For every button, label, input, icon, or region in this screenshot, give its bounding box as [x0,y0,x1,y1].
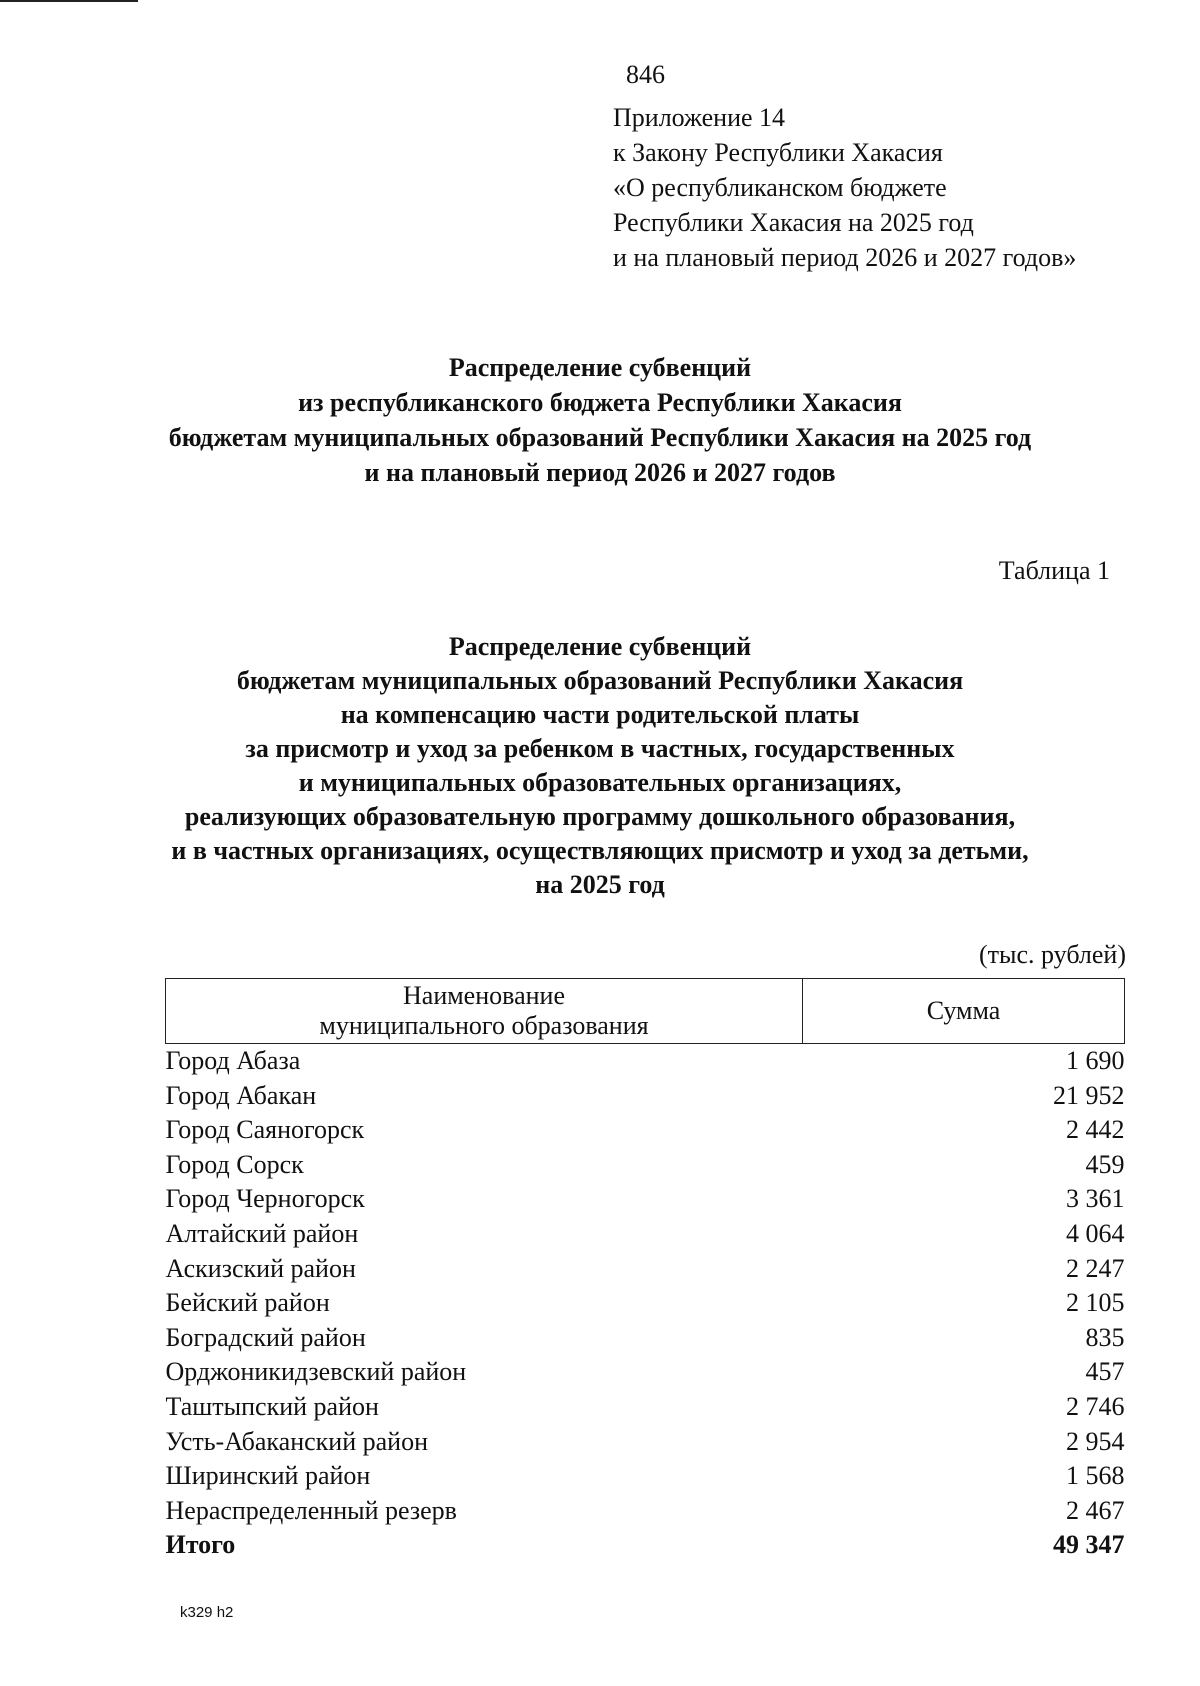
page-number: 846 [626,60,665,89]
table-label: Таблица 1 [998,556,1110,585]
row-name: Аскизский район [165,1253,356,1283]
table-title [0,630,1200,902]
header-name [166,979,803,1044]
row-amount: 2 247 [1066,1253,1125,1283]
table-total-row [166,1528,1125,1563]
appendix-line: к Закону Республики Хакасия [613,138,943,167]
row-amount: 2 442 [1066,1115,1125,1145]
document-title-line: из республиканского бюджета Республики Хакасия [298,388,902,417]
row-amount: 2 105 [1066,1288,1125,1318]
total-amount: 49 347 [1053,1530,1125,1560]
table-title-line: и в частных организациях, осуществляющих присмотр и уход за детьми, [171,836,1029,865]
header-name-line2: муниципального образования [319,1011,649,1040]
table-title-line: на 2025 год [535,870,665,899]
table-title-line: реализующих образовательную программу дошкольного образования, [184,802,1016,831]
table-row [166,1217,1125,1252]
row-name: Бейский район [165,1288,330,1318]
scan-corner-line [0,0,138,2]
table-row [166,1113,1125,1148]
table-row [166,1148,1125,1183]
row-name: Алтайский район [165,1218,359,1248]
table-row [166,1390,1125,1425]
table-header-row [166,979,1125,1044]
row-amount: 2 746 [1066,1391,1125,1421]
row-amount: 457 [1085,1357,1125,1387]
table-title-line: на компенсацию части родительской платы [340,700,860,729]
appendix-reference [613,100,1076,275]
row-amount: 4 064 [1066,1218,1125,1248]
document-title-line: и на плановый период 2026 и 2027 годов [364,458,836,487]
footer-code: k329 h2 [180,1604,234,1621]
document-title [0,350,1200,490]
table-row [166,1286,1125,1321]
table-title-line: Распределение субвенций [448,632,752,661]
header-name-line1: Наименование [403,981,565,1010]
row-name: Город Черногорск [165,1184,365,1214]
row-amount: 2 467 [1066,1495,1125,1525]
row-amount: 835 [1085,1322,1125,1352]
total-name: Итого [165,1530,236,1560]
row-name: Ширинский район [165,1461,371,1491]
appendix-line: и на плановый период 2026 и 2027 годов» [613,243,1077,272]
row-name: Город Сорск [165,1149,304,1179]
row-name: Боградский район [165,1322,366,1352]
units-label: (тыс. рублей) [978,940,1126,969]
row-amount: 21 952 [1053,1080,1125,1110]
appendix-line: Приложение 14 [613,103,786,132]
table-row [166,1459,1125,1494]
table-row [166,1355,1125,1390]
appendix-line: Республики Хакасия на 2025 год [613,208,974,237]
table-title-line: бюджетам муниципальных образований Республики Хакасия [236,666,964,695]
row-amount: 3 361 [1066,1184,1125,1214]
row-name: Усть-Абаканский район [165,1426,428,1456]
row-amount: 1 568 [1066,1461,1125,1491]
document-title-line: бюджетам муниципальных образований Республики Хакасия на 2025 год [168,423,1032,452]
table-row [166,1425,1125,1460]
table-row [166,1044,1125,1079]
appendix-line: «О республиканском бюджете [613,173,947,202]
row-amount: 2 954 [1066,1426,1125,1456]
header-amount: Сумма [803,979,1125,1044]
table-row [166,1182,1125,1217]
table-title-line: и муниципальных образовательных организациях, [298,768,902,797]
table-title-line: за присмотр и уход за ребенком в частных, государственных [245,734,955,763]
row-name: Город Абакан [165,1080,317,1110]
table-row [166,1494,1125,1529]
table-row [166,1321,1125,1356]
row-name: Нераспределенный резерв [165,1495,457,1525]
row-name: Таштыпский район [165,1391,379,1421]
row-name: Город Саяногорск [165,1115,365,1145]
table-row [166,1252,1125,1287]
row-amount: 459 [1085,1149,1125,1179]
row-name: Город Абаза [165,1046,301,1075]
document-title-line: Распределение субвенций [448,353,752,382]
table-row [166,1079,1125,1114]
row-amount: 1 690 [1066,1046,1125,1075]
row-name: Орджоникидзевский район [165,1357,467,1387]
subvention-table [165,978,1125,1563]
